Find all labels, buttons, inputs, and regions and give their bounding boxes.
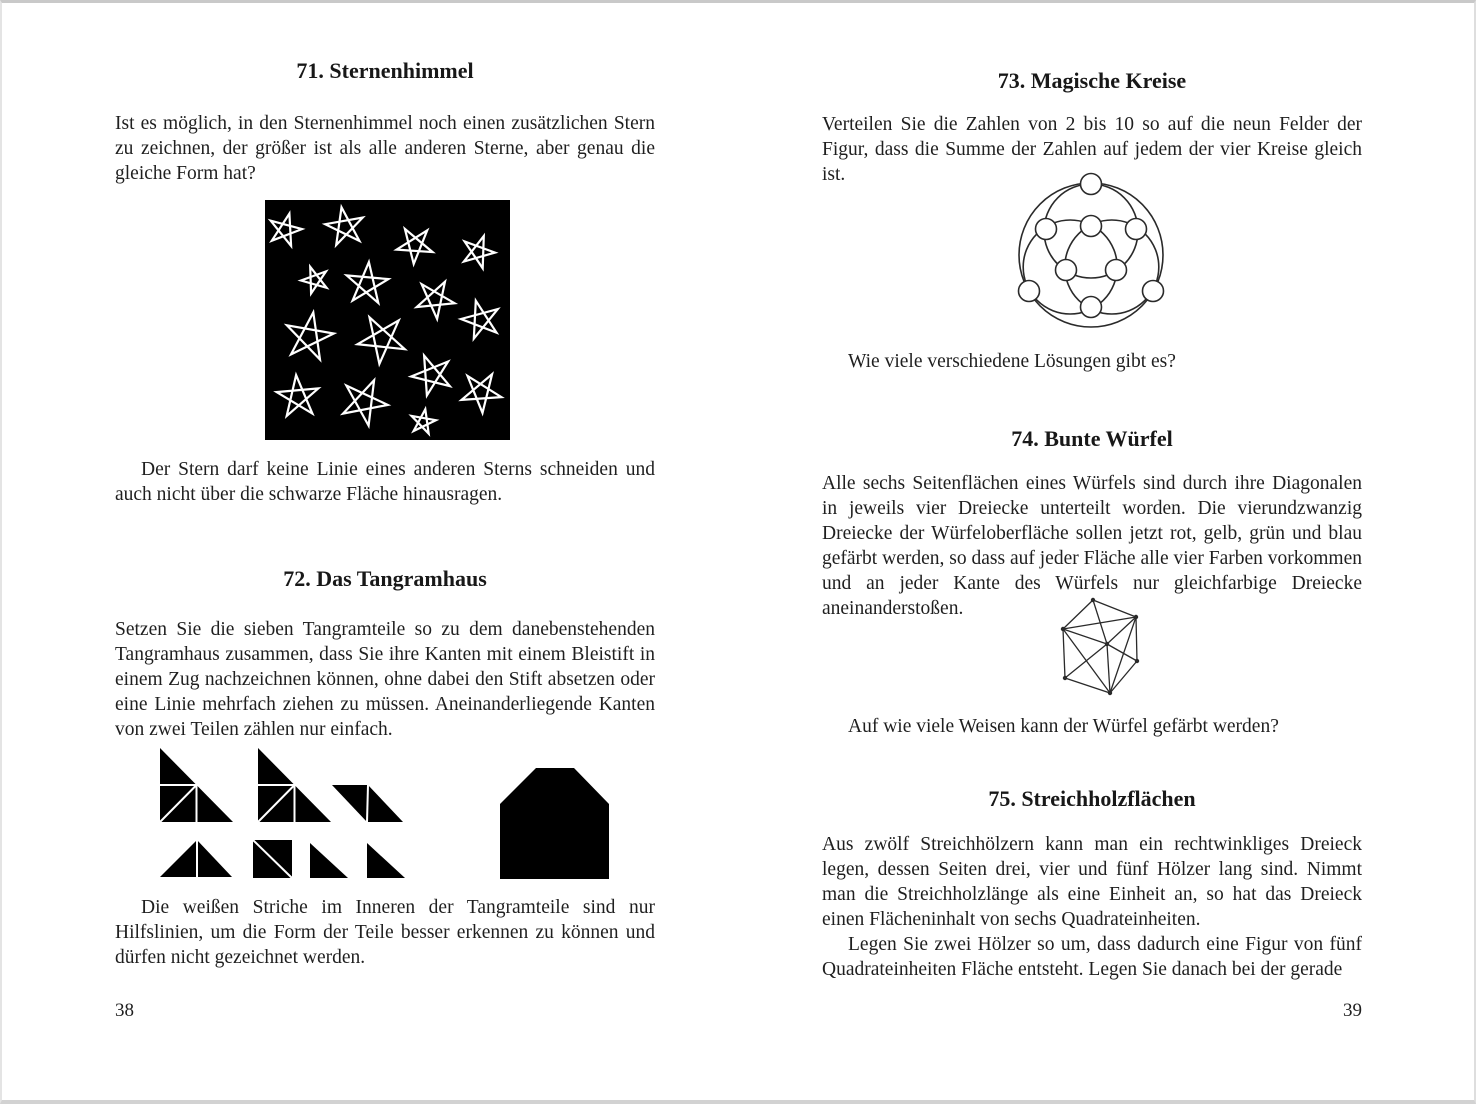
section-75-text — [822, 832, 1362, 982]
number-field-node — [1081, 297, 1102, 318]
tangram-large-triangle-2 — [258, 748, 331, 822]
number-field-node — [1106, 260, 1127, 281]
cube-line — [1065, 644, 1107, 678]
section-73-heading: 73. Magische Kreise — [997, 68, 1187, 93]
tangram-medium-triangle — [160, 840, 232, 877]
tangram-pieces-figure — [157, 745, 612, 883]
starfield-figure — [265, 200, 510, 440]
cube-diagonals-figure — [1050, 592, 1150, 704]
section-73-intro: Verteilen Sie die Zahlen von 2 bis 10 so auf die neun Felder der Figur, dass die Summe der Zahlen auf jedem der vier Kreise gleich ist. — [822, 114, 1362, 185]
cube-vertex — [1061, 627, 1065, 631]
number-field-node — [1036, 219, 1057, 240]
number-field-node — [1081, 174, 1102, 195]
magic-circles-figure — [1007, 171, 1175, 339]
cube-vertex — [1091, 598, 1095, 602]
number-field-node — [1143, 281, 1164, 302]
page-number-left: 38 — [115, 1000, 134, 1021]
section-72-note: Die weißen Striche im Inneren der Tangramteile sind nur Hilfslinien, um die Form der Teile besser erkennen zu können und dürfen nicht gezeichnet werden. — [115, 897, 655, 968]
cube-line — [1063, 629, 1065, 678]
section-75-paragraph-1: Aus zwölf Streichhölzern kann man ein rechtwinkliges Dreieck legen, dessen Seiten drei, vier und fünf Hölzer lang sind. Nimmt man die Streichholzlänge als eine Einheit an, so hat das Dreieck einen Flächeninhalt von sechs Quadrateinheiten. — [822, 834, 1362, 930]
page-number-right: 39 — [1343, 1000, 1362, 1021]
section-72-heading: 72. Das Tangramhaus — [283, 566, 487, 591]
section-71-note: Der Stern darf keine Linie eines anderen Sterns schneiden und auch nicht über die schwarze Fläche hinausragen. — [115, 459, 655, 505]
number-field-node — [1126, 219, 1147, 240]
cube-line — [1093, 600, 1136, 617]
cube-line — [1063, 629, 1107, 644]
cube-line — [1107, 644, 1110, 693]
cube-vertex — [1134, 615, 1138, 619]
section-74-question: Auf wie viele Weisen kann der Würfel gefärbt werden? — [848, 716, 1279, 737]
tangram-small-triangle-2 — [367, 843, 405, 878]
number-field-node — [1019, 281, 1040, 302]
cube-line — [1110, 661, 1137, 693]
cube-vertex — [1108, 691, 1112, 695]
number-field-node — [1056, 260, 1077, 281]
cube-line — [1065, 678, 1110, 693]
section-75-heading: 75. Streichholzflächen — [988, 786, 1196, 811]
tangram-house — [500, 768, 609, 879]
section-71-intro: Ist es möglich, in den Sternenhimmel noch einen zusätzlichen Stern zu zeichnen, der größer ist als alle anderen Sterne, aber genau die gleiche Form hat? — [115, 113, 655, 184]
number-field-node — [1081, 216, 1102, 237]
section-72-intro: Setzen Sie die sieben Tangramteile so zu dem danebenstehenden Tangramhaus zusammen, dass Sie ihre Kanten mit einem Bleistift in einem Zug nachzeichnen können, ohne dabei den Stift absetzen oder eine Linie mehrfach ziehen zu müssen. Aneinanderliegende Kanten von zwei Teilen zählen nur einfach. — [115, 619, 655, 740]
tangram-large-triangle-1 — [160, 748, 233, 822]
tangram-parallelogram — [332, 785, 403, 822]
tangram-square — [253, 840, 292, 878]
section-71-heading: 71. Sternenhimmel — [296, 58, 474, 83]
section-73-question: Wie viele verschiedene Lösungen gibt es? — [848, 351, 1176, 372]
cube-vertex — [1105, 642, 1109, 646]
section-74-intro: Alle sechs Seitenflächen eines Würfels sind durch ihre Diagonalen in jeweils vier Dreiecke unterteilt worden. Die vierundzwanzig Dreiecke der Würfeloberfläche sollen jetzt rot, gelb, grün und blau gefärbt werden, so dass auf jeder Fläche alle vier Farben vorkommen und an jeder Kante des Würfels nur gleichfarbige Dreiecke aneinanderstoßen. — [822, 473, 1362, 619]
cube-line — [1136, 617, 1137, 661]
cube-vertex — [1063, 676, 1067, 680]
cube-vertex — [1135, 659, 1139, 663]
section-74-heading: 74. Bunte Würfel — [1011, 426, 1173, 451]
tangram-small-triangle-1 — [310, 843, 348, 878]
section-75-paragraph-2: Legen Sie zwei Hölzer so um, dass dadurch eine Figur von fünf Quadrateinheiten Fläche entsteht. Legen Sie danach bei der gerade — [822, 934, 1362, 980]
